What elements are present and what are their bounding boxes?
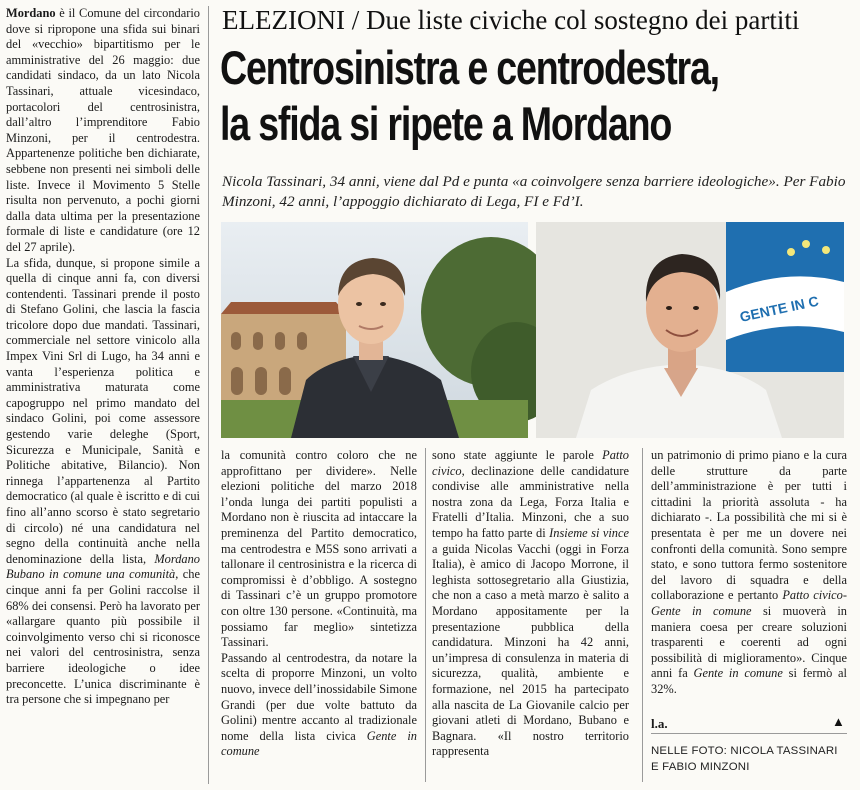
- paragraph: la comunità contro coloro che ne approfittano per dividere». Nelle elezioni politiche del marzo 2018 l’onda lunga dei partiti populisti a Mordano non è riuscita ad intaccare la preminenza del Partito democratico, ma centrodestra e M5S sono arrivati a tallonare il centrosinistra e la ricerca di compromissi è d’obbligo. A sostegno di Tassinari c’è un gruppo promotore con oltre 130 persone. «Continuità, ma possiamo far meglio» sintetizza Tassinari.: [221, 448, 417, 650]
- portrait-illustration: [536, 222, 844, 438]
- article-column-4: [651, 448, 848, 696]
- paragraph: Passando al centrodestra, da notare la scelta di proporre Minzoni, un volto nuovo, invece dell’inossidabile Simone Grandi (per due volte battuto da Golini) mentre accanto al tradizionale nome della lista civica Gente in comune: [221, 650, 417, 759]
- standfirst: Nicola Tassinari, 34 anni, viene dal Pd e punta «a coinvolgere senza barriere ideologiche». Per Fabio Minzoni, 42 anni, l’appoggio dichiarato di Lega, FI e Fd’I.: [222, 173, 846, 210]
- portrait-illustration: [221, 222, 528, 438]
- column-divider: [208, 6, 209, 784]
- photo-fabio-minzoni: [536, 222, 844, 438]
- end-mark-icon: ▲: [832, 714, 845, 729]
- article-column-3: [432, 448, 629, 782]
- author-signature: l.a.: [651, 716, 668, 731]
- paragraph: un patrimonio di primo piano e la cura delle strutture da parte dell’amministrazione è per tutti i cittadini la priorità assoluta - ha dichiarato -. La possibilità che mi si è presentata è per me un dovere nei confronti della comunità. Sono sempre stato, e sono tuttora fermo sostenitore del lavoro di squadra e della collaborazione e pertanto Patto civico-Gente in comune si muoverà in maniera coesa per creare soluzioni trasparenti e coerenti ad ogni possibilità di miglioramento». Cinque anni fa Gente in comune si fermò al 32%.: [651, 448, 848, 696]
- caption-line-2: E FABIO MINZONI: [651, 760, 750, 773]
- caption-divider: [651, 733, 847, 734]
- paragraph: La sfida, dunque, si propone simile a quella di cinque anni fa, con diversi contendenti. Tassinari prende il posto di Stefano Golini, che lascia la fascia tricolore dopo due mandati. Tassinari, commerciale nel settore vinicolo alla Impex Vini Srl di Lugo, ha 34 anni e vanta l’esperienza politica e amministrativa maturata come capogruppo nel primo mandato del sindaco Golini, poi come assessore gestendo varie deleghe (Sport, Sicurezza e Municipale, Sanità e Politiche abitative, Bilancio). Non rinnega l’appartenenza al Partito democratico (al quale è iscritto e di cui fino all’anno scorso è stato segretario di circolo) né una candidatura nel segno della continuità anche nella denominazione della lista, Mordano Bubano in comune una comunità, che cinque anni fa per Golini raccolse il 68% dei consensi. Però ha lavorato per «allargare quanto più possibile il coinvolgimento verso chi si riconosce nei valori del centrosinistra, senza barriere ideologiche o idee preconcette. L’unica discriminante è tra persone che si impegnano per: [6, 255, 200, 707]
- photo-caption: [651, 744, 851, 775]
- column-divider: [425, 448, 426, 782]
- headline: [220, 40, 732, 152]
- headline-line-2: la sfida si ripete a Mordano: [220, 97, 672, 150]
- article-column-1: [6, 6, 200, 786]
- headline-line-1: Centrosinistra e centrodestra,: [220, 41, 719, 94]
- article-column-2: [221, 448, 417, 782]
- caption-line-1: NELLE FOTO: NICOLA TASSINARI: [651, 745, 838, 757]
- paragraph: sono state aggiunte le parole Patto civico, declinazione delle candidature condivise alle amministrative nella nostra zona da Lega, Forza Italia e Fratelli d’Italia. Minzoni, che a suo tempo ha fatto parte di Insieme si vince a guida Nicolas Vacchi (oggi in Forza Italia), è amico di Jacopo Morrone, il leghista sottosegretario alla Giustizia, che non a caso a metà marzo è salito a Mordano appositamente per la presentazione pubblica della candidatura. Minzoni ha 42 anni, un’impresa di consulenza in materia di sicurezza, qualità, ambiente e formazione, nel 2015 ha partecipato alla nascita de La Giovanile calcio per giovani atleti di Mordano, Bubano e Bagnara. «Il nostro territorio rappresenta: [432, 448, 629, 759]
- photo-nicola-tassinari: [221, 222, 528, 438]
- paragraph: Mordano è il Comune del circondario dove si ripropone una sfida sui binari del «vecchio» bipartitismo per le amministrative del 26 maggio: due candidati sindaco, da un lato Nicola Tassinari, attuale vicesindaco, portacolori del centrosinistra, dall’altro l’imprenditore Fabio Minzoni, per il centrodestra. Appartenenze politiche ben dichiarate, sebbene non presenti nei simboli delle liste. Invece il Movimento 5 Stelle risulta non pervenuto, a pochi giorni dalla data ultima per la presentazione formale di liste e candidature (ore 12 del 27 aprile).: [6, 6, 200, 254]
- lead-word: Mordano: [6, 6, 56, 20]
- kicker: ELEZIONI / Due liste civiche col sostegno dei partiti: [222, 5, 800, 35]
- banner-sign-text: GENTE IN C: [738, 292, 820, 325]
- column-divider: [642, 448, 643, 782]
